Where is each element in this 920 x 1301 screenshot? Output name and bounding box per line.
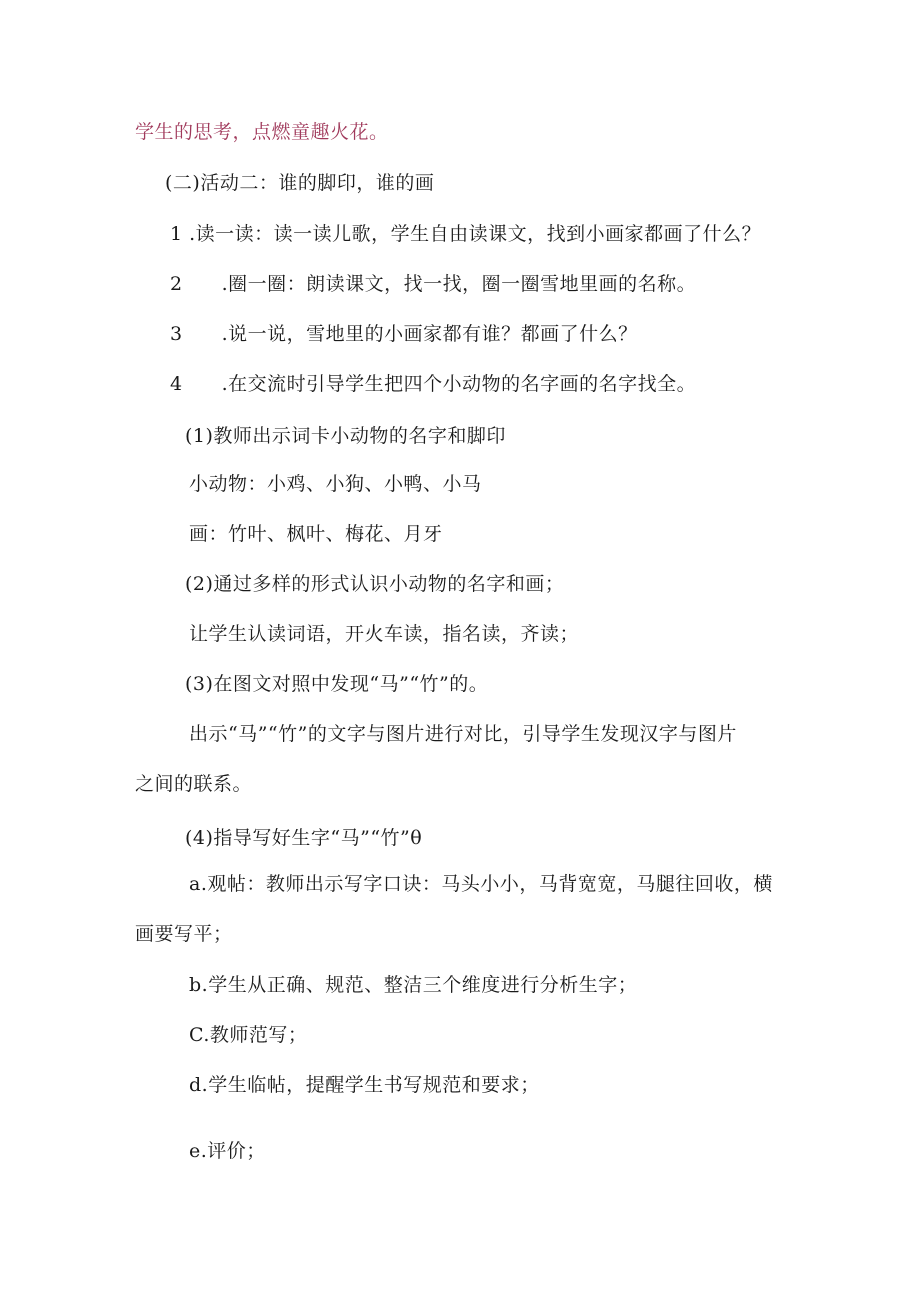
paragraph-line: C.教师范写； [189, 1024, 308, 1046]
sub-item: (3)在图文对照中发现“马”“竹”的。 [185, 673, 489, 695]
paragraph-line: e.评价； [189, 1140, 266, 1162]
paragraph-line: 画要写平； [135, 923, 233, 945]
list-item: 4 .在交流时引导学生把四个小动物的名字画的名字找全。 [170, 373, 697, 395]
list-item: 3 .说一说，雪地里的小画家都有谁？都画了什么？ [170, 323, 638, 345]
paragraph-line: d.学生临帖，提醒学生书写规范和要求； [189, 1074, 540, 1096]
paragraph-line: 让学生认读词语，开火车读，指名读，齐读； [189, 623, 580, 645]
sub-item: (2)通过多样的形式认识小动物的名字和画； [185, 573, 565, 595]
paragraph-line: 画：竹叶、枫叶、梅花、月牙 [189, 523, 443, 545]
paragraph-line: 小动物：小鸡、小狗、小鸭、小马 [189, 473, 482, 495]
sub-item: (1)教师出示词卡小动物的名字和脚印 [185, 425, 506, 447]
sub-item: (4)指导写好生字“马”“竹”θ [185, 827, 423, 849]
list-item: 2 .圈一圈：朗读课文，找一找，圈一圈雪地里画的名称。 [170, 273, 697, 295]
paragraph-line: 学生的思考，点燃童趣火花。 [135, 121, 389, 143]
list-item: 1 .读一读：读一读儿歌，学生自由读课文，找到小画家都画了什么？ [170, 223, 762, 245]
paragraph-line: 之间的联系。 [135, 773, 253, 795]
paragraph-line: 出示“马”“竹”的文字与图片进行对比，引导学生发现汉字与图片 [189, 723, 737, 745]
paragraph-line: a.观帖：教师出示写字口诀：马头小小，马背宽宽，马腿往回收，横 [189, 873, 773, 895]
paragraph-line: b.学生从正确、规范、整洁三个维度进行分析生字； [189, 974, 638, 996]
section-heading: (二)活动二：谁的脚印，谁的画 [165, 172, 435, 194]
